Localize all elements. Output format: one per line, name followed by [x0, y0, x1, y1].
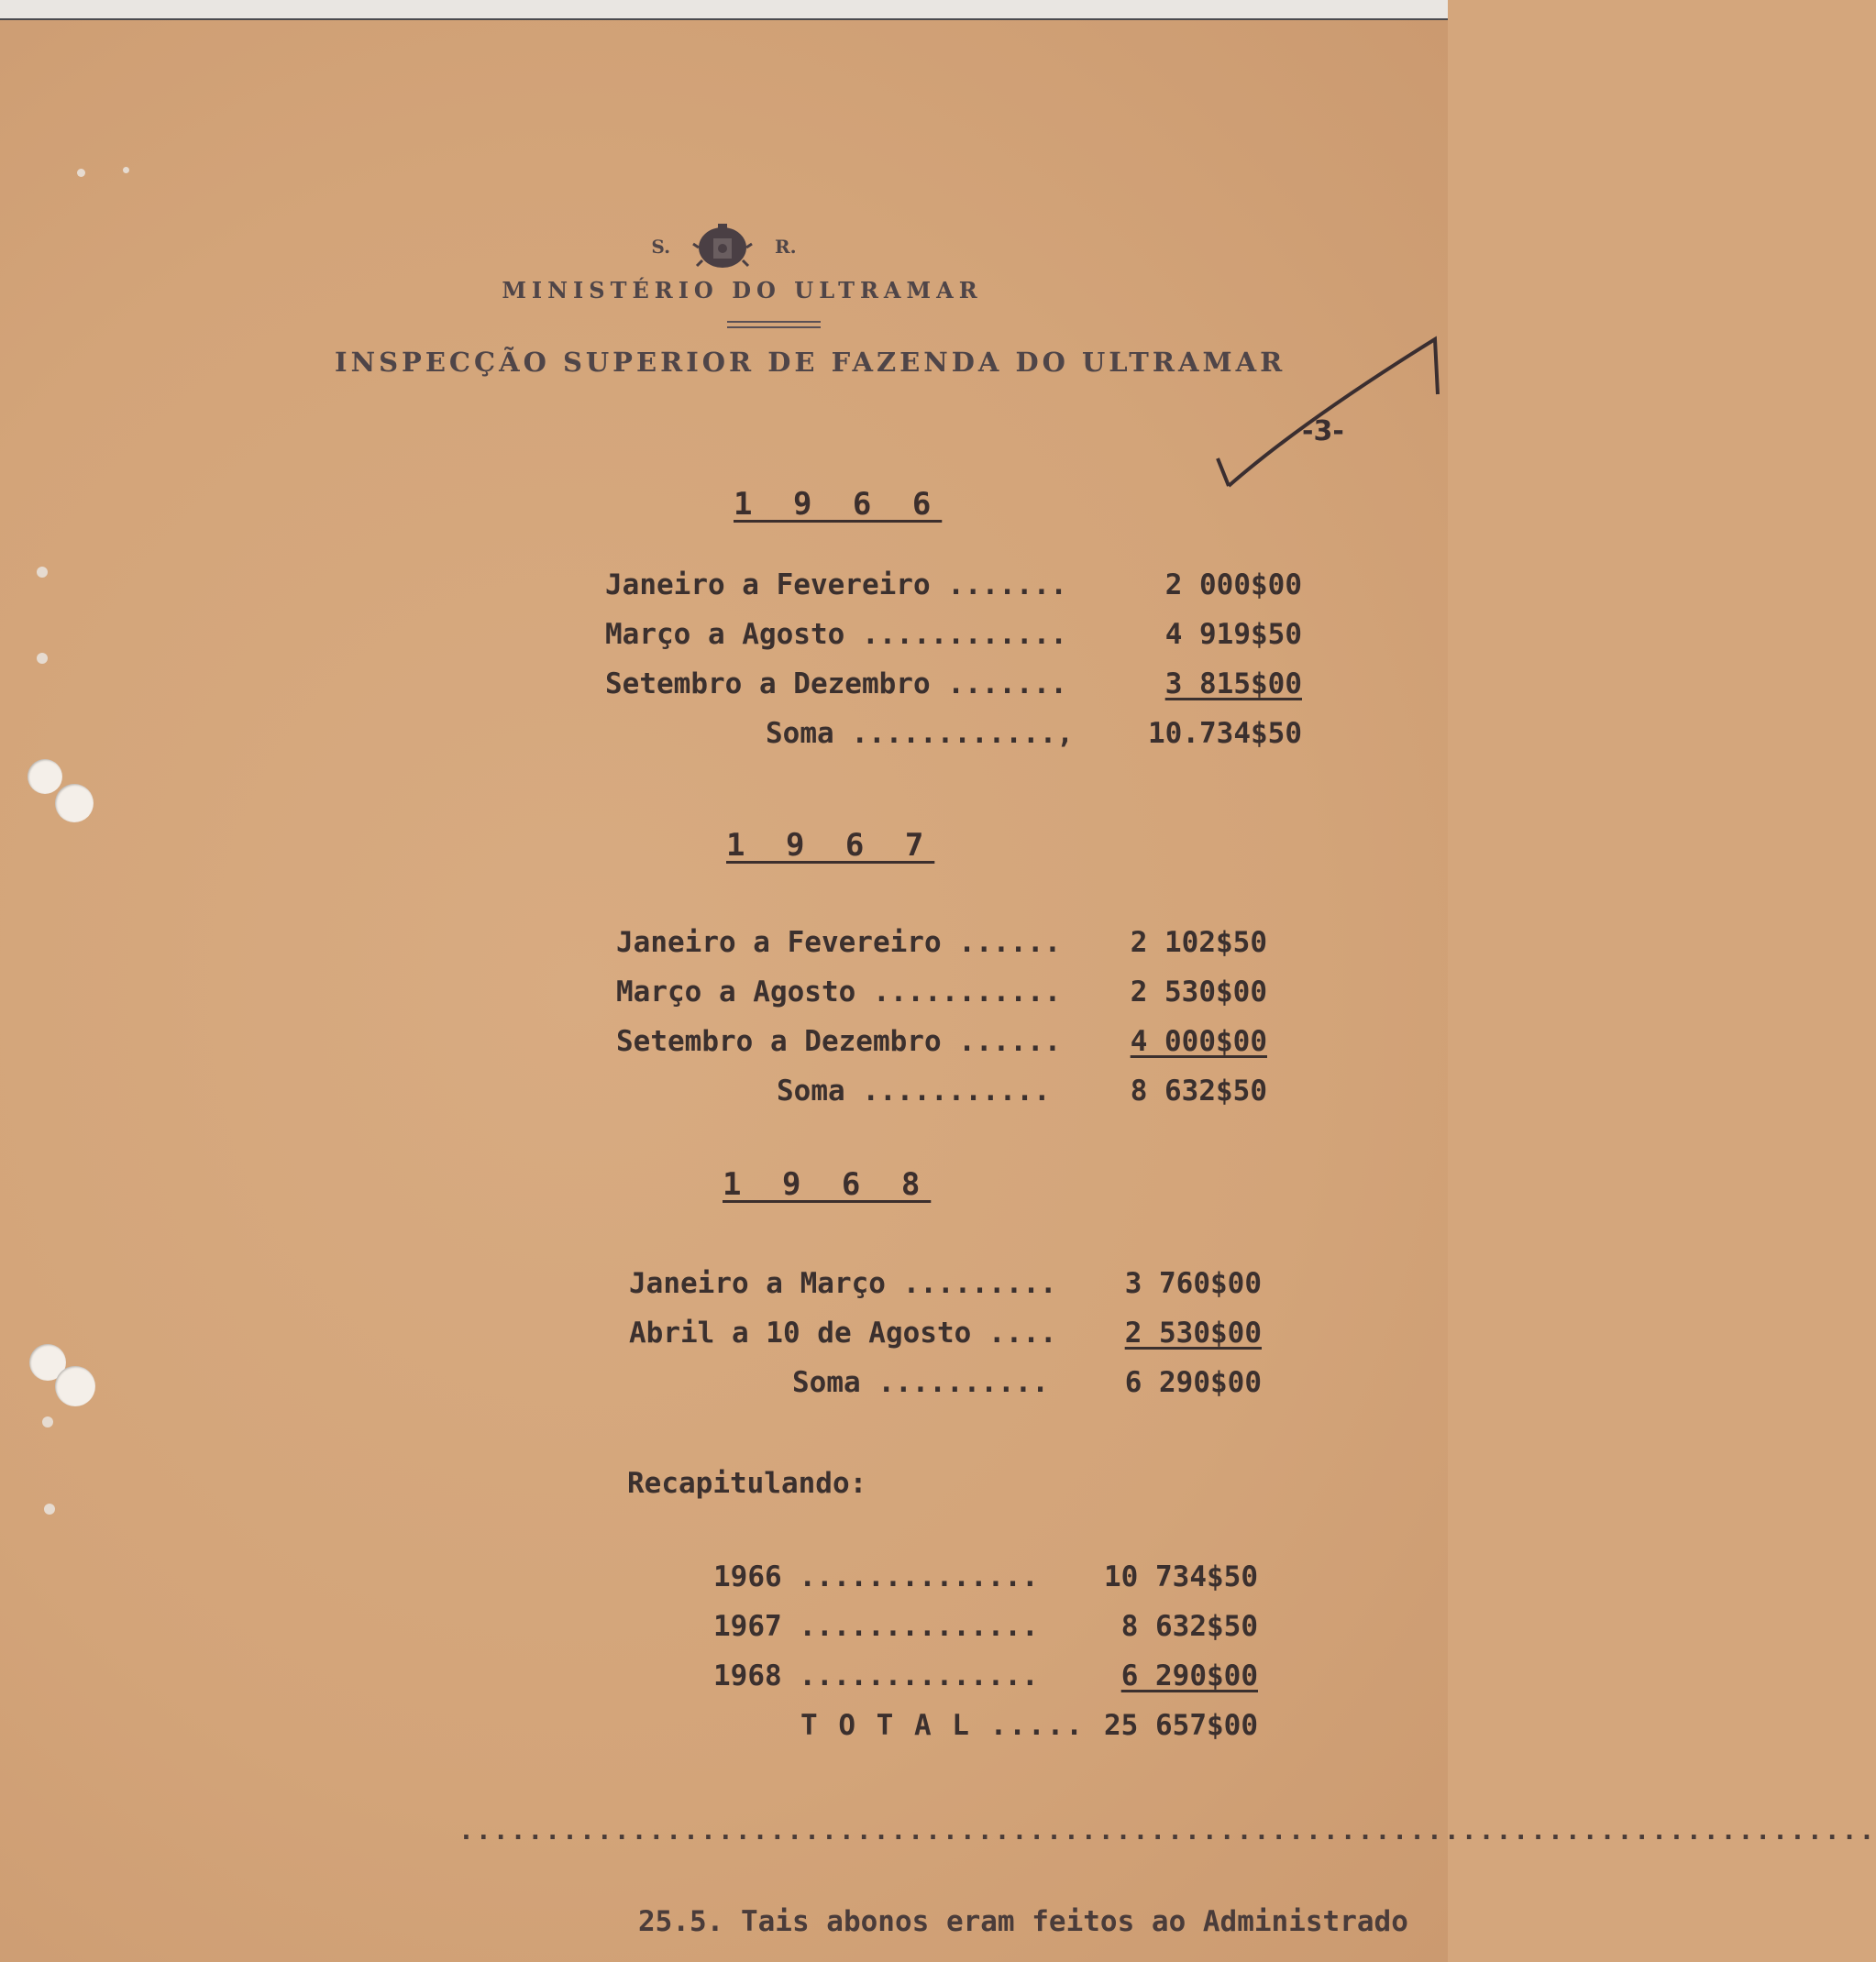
total-amount: 6 290$00 — [1124, 1366, 1262, 1399]
year-heading-1967: 1 9 6 7 — [726, 827, 935, 864]
pin-mark — [37, 567, 48, 578]
page-number: -3- — [1302, 415, 1344, 447]
row-amount: 4 919$50 — [1164, 618, 1302, 651]
recap-row — [713, 1610, 1258, 1656]
row-label: Setembro a Dezembro ....... — [605, 667, 1067, 700]
row-amount: 3 815$00 — [1164, 667, 1302, 700]
row-label: 1966 .............. — [713, 1560, 1039, 1593]
row-amount: 2 530$00 — [1130, 975, 1267, 1009]
punch-hole — [28, 759, 62, 794]
row-amount: 3 760$00 — [1124, 1267, 1262, 1300]
sr-left: S. — [651, 236, 671, 258]
ledger-row — [616, 975, 1267, 1021]
ledger-total-row — [629, 1366, 1262, 1412]
row-label: Setembro a Dezembro ...... — [616, 1025, 1062, 1058]
ledger-total-row — [605, 717, 1302, 763]
punch-hole — [55, 784, 94, 822]
pin-mark — [77, 169, 85, 177]
row-label: Abril a 10 de Agosto .... — [629, 1317, 1057, 1350]
row-label: Março a Agosto ............ — [605, 618, 1067, 651]
sr-right: R. — [775, 236, 797, 258]
row-amount: 10 734$50 — [1104, 1560, 1258, 1593]
row-label: 1967 .............. — [713, 1610, 1039, 1643]
header-rule — [727, 326, 821, 328]
ledger-row — [616, 1025, 1267, 1071]
ledger-row — [629, 1317, 1262, 1362]
total-label: Soma ........... — [777, 1075, 1051, 1108]
recap-row — [713, 1659, 1258, 1705]
ledger-row — [605, 568, 1302, 614]
ledger-total-row — [616, 1075, 1267, 1120]
punch-hole — [55, 1366, 95, 1406]
total-label: Soma ............, — [766, 717, 1074, 750]
ministry-title: MINISTÉRIO DO ULTRAMAR — [502, 277, 983, 303]
recap-total-row — [713, 1709, 1258, 1755]
ledger-row — [616, 926, 1267, 972]
row-label: Janeiro a Fevereiro ....... — [605, 568, 1067, 601]
pin-mark — [42, 1416, 53, 1427]
scanner-edge — [0, 0, 1448, 21]
row-amount: 2 530$00 — [1124, 1317, 1262, 1350]
recap-title: Recapitulando: — [627, 1467, 867, 1500]
recap-row — [713, 1560, 1258, 1606]
row-label: Janeiro a Março ......... — [629, 1267, 1057, 1300]
ledger-row — [605, 618, 1302, 664]
pin-mark — [44, 1504, 55, 1515]
row-amount: 4 000$00 — [1130, 1025, 1267, 1058]
row-amount: 8 632$50 — [1120, 1610, 1258, 1643]
ledger-row — [605, 667, 1302, 713]
total-amount: 25 657$00 — [1104, 1709, 1258, 1742]
page-number-mark — [1210, 330, 1449, 504]
row-amount: 6 290$00 — [1120, 1659, 1258, 1692]
total-label: Soma .......... — [792, 1366, 1049, 1399]
header-rule — [727, 321, 821, 323]
row-label: Janeiro a Fevereiro ...... — [616, 926, 1062, 959]
coat-of-arms-icon — [693, 220, 752, 273]
year-heading-1966: 1 9 6 6 — [734, 486, 943, 523]
pin-mark — [123, 167, 129, 173]
pin-mark — [37, 653, 48, 664]
row-amount: 2 000$00 — [1164, 568, 1302, 601]
total-label: T O T A L ..... — [800, 1709, 1085, 1742]
row-label: Março a Agosto ........... — [616, 975, 1062, 1009]
row-label: 1968 .............. — [713, 1659, 1039, 1692]
total-amount: 10.734$50 — [1148, 717, 1302, 750]
year-heading-1968: 1 9 6 8 — [723, 1166, 932, 1203]
paragraph-text: 25.5. Tais abonos eram feitos ao Administrado — [638, 1905, 1408, 1938]
ledger-row — [629, 1267, 1262, 1313]
row-amount: 2 102$50 — [1130, 926, 1267, 959]
inspection-title: INSPECÇÃO SUPERIOR DE FAZENDA DO ULTRAMAR — [335, 347, 1286, 378]
total-amount: 8 632$50 — [1130, 1075, 1267, 1108]
letterhead-sr — [0, 220, 1448, 273]
dotted-separator: .................................................................................. — [458, 1815, 1876, 1846]
